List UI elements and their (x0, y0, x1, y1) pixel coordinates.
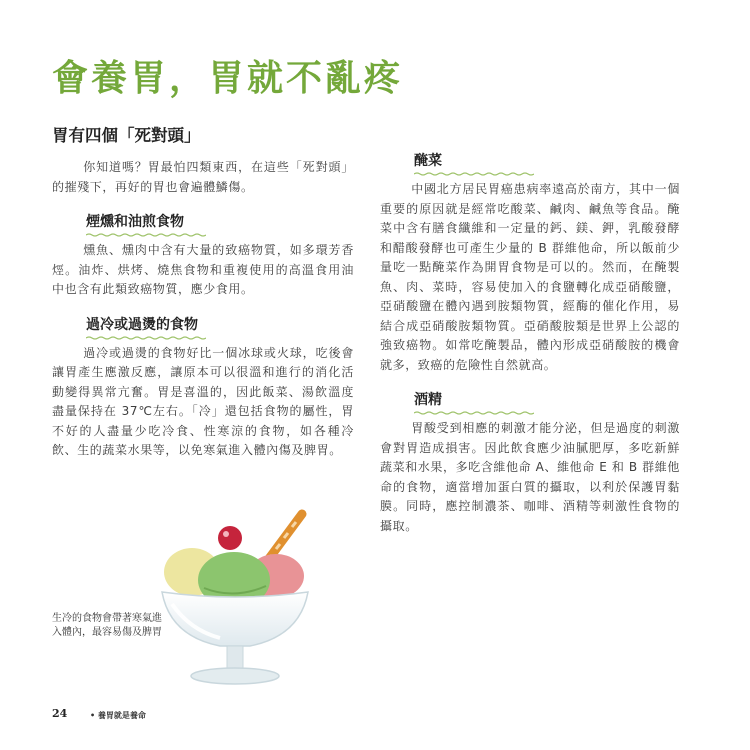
subheading-temperature (86, 314, 198, 340)
subheading-alcohol-label: 酒精 (414, 392, 442, 408)
cherry-icon (218, 526, 242, 550)
pickled-paragraph: 中國北方居民胃癌患病率遠高於南方，其中一個重要的原因就是經常吃酸菜、鹹肉、鹹魚等食品。醃菜中含有膳食纖維和一定量的鈣、鎂、鉀，乳酸發酵和醋酸發酵也可產生少量的 B 群維他命，所以飯前少量吃一點醃菜作為開胃食物是可以的。然而，在醃製魚、肉、菜時，容易使加入的食鹽轉化成亞硝酸鹽，亞硝酸鹽在體內遇到胺類物質，經酶的催化作用，易結合成亞硝酸胺類物質。亞硝酸胺類是世界上公認的強致癌物。如常吃醃製品，體內形成亞硝酸胺的機會就多，致癌的危險性自然就高。 (380, 182, 680, 372)
alcohol-paragraph: 胃酸受到相應的刺激才能分泌，但是過度的刺激會對胃造成損害。因此飲食應少油膩肥厚，多吃新鮮蔬菜和水果，多吃含維他命 A、維他命 E 和 B 群維他命的食物，適當增加蛋白質的攝取，以利於保護胃黏膜。同時，應控制濃茶、咖啡、酒精等刺激性食物的攝取。 (380, 421, 680, 533)
page-number: 24 (52, 707, 68, 720)
left-column (52, 122, 354, 475)
subheading-pickled-label: 醃菜 (414, 153, 442, 169)
temperature-paragraph: 過冷或過燙的食物好比一個冰球或火球，吃後會讓胃產生應激反應，讓原本可以很溫和進行的消化活動變得異常亢奮。胃是喜溫的，因此飯菜、湯飲溫度盡量保持在 37℃左右。「冷」還包括食物的屬性，胃不好的人盡量少吃冷食、性寒涼的食物，如各種冷飲、生的蔬菜水果等，以免寒氣進入體內傷及脾胃。 (52, 345, 354, 457)
subheading-pickled (414, 150, 442, 176)
subheading-fried (86, 211, 184, 237)
wavy-underline-icon (86, 336, 206, 340)
page-title: 會養胃，胃就不亂疼 (52, 57, 404, 99)
section-title: 胃有四個「死對頭」 (52, 126, 201, 145)
running-head: • 養胃就是養命 (90, 711, 146, 720)
subheading-fried-label: 煙燻和油煎食物 (86, 214, 184, 230)
intro-paragraph: 你知道嗎？胃最怕四類東西，在這些「死對頭」的摧殘下，再好的胃也會遍體鱗傷。 (52, 160, 354, 194)
fried-paragraph: 燻魚、燻肉中含有大量的致癌物質，如多環芳香烴。油炸、烘烤、燒焦食物和重複使用的高溫食用油中也含有此類致癌物質，應少食用。 (52, 243, 354, 296)
wavy-underline-icon (414, 172, 534, 176)
wavy-underline-icon (414, 411, 534, 415)
right-column (380, 150, 680, 550)
subheading-alcohol (414, 389, 442, 415)
wavy-underline-icon (86, 233, 206, 237)
subheading-temperature-label: 過冷或過燙的食物 (86, 316, 198, 333)
illustration-caption: 生冷的食物會帶著寒氣進入體內，最容易傷及脾胃 (52, 613, 162, 638)
ice-cream-sundae-illustration (150, 500, 320, 690)
